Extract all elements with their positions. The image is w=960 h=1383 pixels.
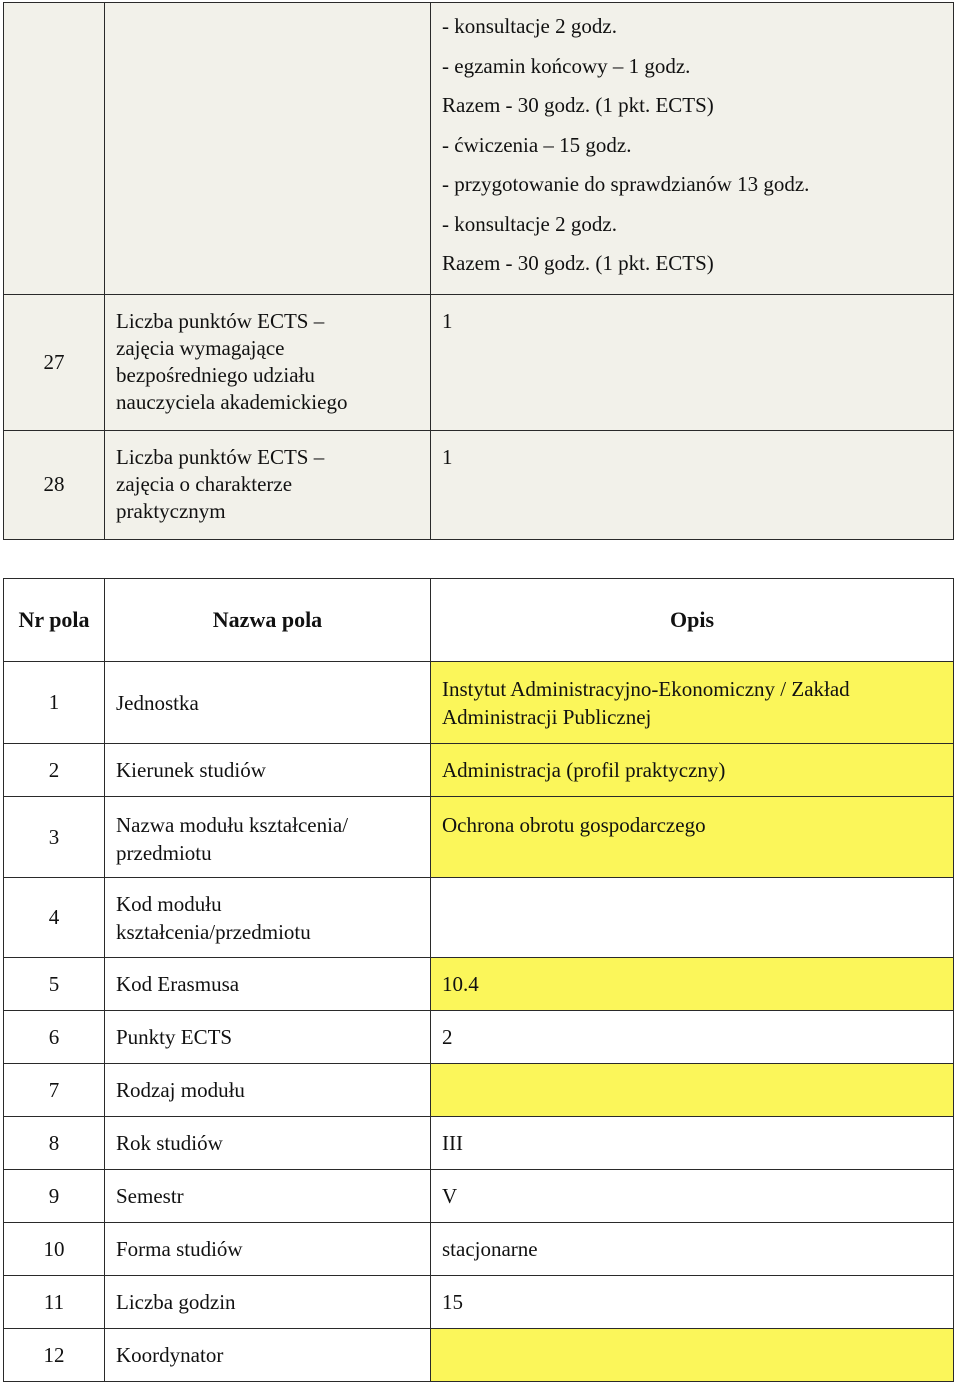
hours-plan-line: - konsultacje 2 godz. xyxy=(442,211,617,236)
field-value: V xyxy=(431,1170,954,1223)
field-value xyxy=(431,1329,954,1382)
field-name: Jednostka xyxy=(105,662,431,744)
table-row xyxy=(4,1276,954,1329)
hours-plan-line: - konsultacje 2 godz. xyxy=(442,14,617,38)
field-value xyxy=(431,878,954,958)
ects-table-continuation xyxy=(3,2,954,540)
field-name-line: Liczba punktów ECTS – xyxy=(116,444,325,469)
field-value: Administracja (profil praktyczny) xyxy=(431,744,954,797)
field-value: 10.4 xyxy=(431,958,954,1011)
field-value xyxy=(431,1064,954,1117)
field-name-line: Liczba punktów ECTS – xyxy=(116,308,325,333)
table-row xyxy=(4,430,954,539)
row-number: 11 xyxy=(4,1276,105,1329)
table-row xyxy=(4,797,954,878)
table-row xyxy=(4,958,954,1011)
table-row xyxy=(4,1170,954,1223)
table-row xyxy=(4,744,954,797)
field-name-line: Kod modułu xyxy=(116,891,222,916)
field-name xyxy=(105,430,431,539)
field-name xyxy=(105,294,431,430)
row-number: 12 xyxy=(4,1329,105,1382)
row-number: 10 xyxy=(4,1223,105,1276)
field-value: stacjonarne xyxy=(431,1223,954,1276)
field-value: Ochrona obrotu gospodarczego xyxy=(431,797,954,878)
table-row xyxy=(4,1064,954,1117)
field-name: Semestr xyxy=(105,1170,431,1223)
field-name-line: kształcenia/przedmiotu xyxy=(116,919,311,944)
row-number: 6 xyxy=(4,1011,105,1064)
row-number: 7 xyxy=(4,1064,105,1117)
table-row xyxy=(4,662,954,744)
field-name-line: praktycznym xyxy=(116,498,226,523)
field-value xyxy=(431,662,954,744)
field-name-line: nauczyciela akademickiego xyxy=(116,389,348,414)
row-number: 28 xyxy=(4,430,105,539)
field-value-line: Instytut Administracyjno-Ekonomiczny / Zakład xyxy=(442,676,850,701)
field-value: 1 xyxy=(431,294,954,430)
field-name: Kod Erasmusa xyxy=(105,958,431,1011)
field-value-line: Administracji Publicznej xyxy=(442,704,652,729)
row-number: 27 xyxy=(4,294,105,430)
hours-plan-line: Razem - 30 godz. (1 pkt. ECTS) xyxy=(442,251,714,275)
hours-plan-line: - ćwiczenia – 15 godz. xyxy=(442,132,632,157)
row-number: 2 xyxy=(4,744,105,797)
header-field-name: Nazwa pola xyxy=(105,579,431,662)
row-number: 3 xyxy=(4,797,105,878)
field-name: Kierunek studiów xyxy=(105,744,431,797)
table-cell xyxy=(105,3,431,295)
field-name-line: przedmiotu xyxy=(116,841,212,865)
field-value: 2 xyxy=(431,1011,954,1064)
hours-plan-row xyxy=(4,3,954,295)
header-number: Nr pola xyxy=(4,579,105,662)
field-name: Koordynator xyxy=(105,1329,431,1382)
field-name-line: zajęcia o charakterze xyxy=(116,471,293,496)
table-row xyxy=(4,1117,954,1170)
field-name-line: Nazwa modułu kształcenia/ xyxy=(116,813,349,837)
row-number: 9 xyxy=(4,1170,105,1223)
field-name: Rok studiów xyxy=(105,1117,431,1170)
field-name-line: bezpośredniego udziału xyxy=(116,362,315,387)
row-number: 1 xyxy=(4,662,105,744)
table-row xyxy=(4,1011,954,1064)
field-name xyxy=(105,797,431,878)
row-number: 4 xyxy=(4,878,105,958)
hours-plan-line: Razem - 30 godz. (1 pkt. ECTS) xyxy=(442,93,714,117)
hours-plan-cell xyxy=(431,3,954,295)
row-number: 5 xyxy=(4,958,105,1011)
table-row xyxy=(4,1223,954,1276)
module-info-table xyxy=(3,578,954,1382)
field-name: Punkty ECTS xyxy=(105,1011,431,1064)
field-value: 1 xyxy=(431,430,954,539)
field-value: III xyxy=(431,1117,954,1170)
field-name: Rodzaj modułu xyxy=(105,1064,431,1117)
header-description: Opis xyxy=(431,579,954,662)
hours-plan-line: - przygotowanie do sprawdzianów 13 godz. xyxy=(442,172,810,196)
table-cell xyxy=(4,3,105,295)
field-name: Forma studiów xyxy=(105,1223,431,1276)
hours-plan-line: - egzamin końcowy – 1 godz. xyxy=(442,53,691,78)
table-row xyxy=(4,294,954,430)
table-row xyxy=(4,878,954,958)
table-row xyxy=(4,1329,954,1382)
field-name-line: zajęcia wymagające xyxy=(116,335,285,360)
row-number: 8 xyxy=(4,1117,105,1170)
field-value: 15 xyxy=(431,1276,954,1329)
table-header-row xyxy=(4,579,954,662)
field-name: Liczba godzin xyxy=(105,1276,431,1329)
field-name xyxy=(105,878,431,958)
